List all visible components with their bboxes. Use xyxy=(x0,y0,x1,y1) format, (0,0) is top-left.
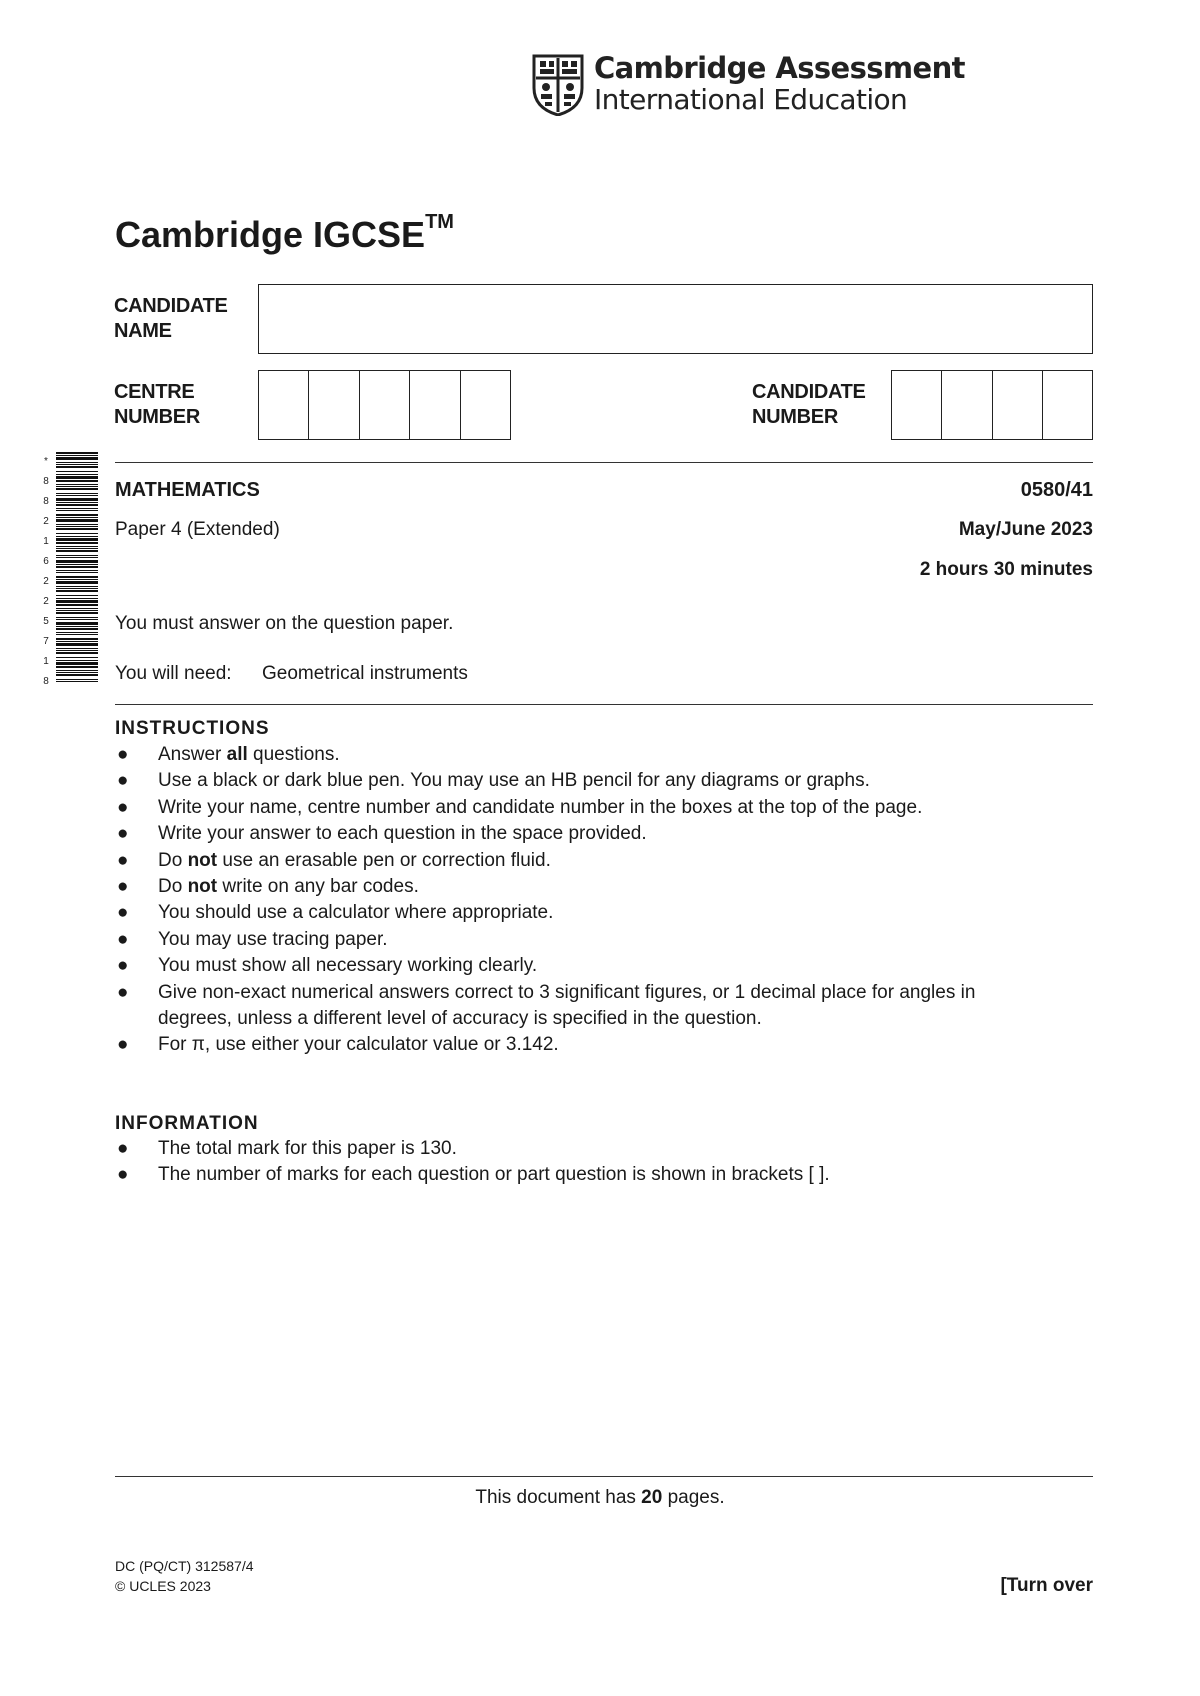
barcode-bar xyxy=(56,514,98,516)
barcode-bar xyxy=(56,612,98,614)
barcode-digit: 8 xyxy=(43,676,49,687)
barcode-bar xyxy=(56,474,98,475)
barcode-bar xyxy=(56,471,98,472)
instruction-text: You must show all necessary working clearly. xyxy=(158,955,538,977)
barcode-bar xyxy=(56,641,98,642)
barcode-bar xyxy=(56,643,98,646)
bullet-icon: ● xyxy=(117,849,129,871)
instruction-item xyxy=(115,874,1035,900)
instruction-text: You may use tracing paper. xyxy=(158,928,388,950)
barcode-bar xyxy=(56,538,98,541)
information-item xyxy=(115,1162,1035,1188)
instruction-item xyxy=(115,768,1035,794)
barcode-bar xyxy=(56,579,98,580)
barcode-bar xyxy=(56,493,98,494)
candidate-number-label-line-1: CANDIDATE xyxy=(752,381,866,403)
instruction-item xyxy=(115,980,1035,1033)
trademark-mark: TM xyxy=(425,211,454,233)
barcode-bar xyxy=(56,650,98,651)
barcode-bar xyxy=(56,634,98,635)
barcode-bar xyxy=(56,581,98,584)
barcode-bar xyxy=(56,533,98,534)
candidate-number-digit-box[interactable] xyxy=(993,371,1043,439)
barcode-bar xyxy=(56,504,98,506)
subject-title: MATHEMATICS xyxy=(115,479,260,501)
barcode-bar xyxy=(56,572,98,573)
barcode-bar xyxy=(56,617,98,618)
barcode-bar xyxy=(56,536,98,537)
information-text: The number of marks for each question or part question is shown in brackets [ ]. xyxy=(158,1164,830,1186)
information-heading: INFORMATION xyxy=(115,1113,259,1134)
instruction-item xyxy=(115,1032,1035,1058)
barcode-bar xyxy=(56,570,98,571)
barcode-bar xyxy=(56,679,98,680)
centre-number-digit-box[interactable] xyxy=(360,371,410,439)
page-title xyxy=(115,206,454,257)
candidate-name-label-line-1: CANDIDATE xyxy=(114,295,228,317)
barcode-bar xyxy=(56,548,98,549)
barcode-bar xyxy=(56,526,98,527)
barcode-digit: 2 xyxy=(43,516,49,527)
barcode-bar xyxy=(56,528,98,530)
barcode-digit: * xyxy=(44,456,48,467)
candidate-number-field xyxy=(891,370,1093,440)
bullet-icon: ● xyxy=(117,796,129,818)
barcode-digit: 1 xyxy=(43,536,49,547)
instruction-item xyxy=(115,927,1035,953)
centre-number-digit-box[interactable] xyxy=(309,371,359,439)
barcode-bar xyxy=(56,557,98,558)
centre-number-digit-box[interactable] xyxy=(259,371,309,439)
barcode-bar xyxy=(56,519,98,522)
barcode-digit: 6 xyxy=(43,556,49,567)
copyright: © UCLES 2023 xyxy=(115,1578,211,1594)
paper-name: Paper 4 (Extended) xyxy=(115,519,280,540)
barcode-bar xyxy=(56,632,98,633)
barcode-digit: 7 xyxy=(43,636,49,647)
page-count-note xyxy=(0,1486,1200,1510)
instruction-text: write on any bar codes. xyxy=(217,876,419,898)
barcode-bar xyxy=(56,464,98,465)
barcode-bar xyxy=(56,670,98,671)
centre-number-label-line-2: NUMBER xyxy=(114,406,200,428)
barcode-digit: 8 xyxy=(43,496,49,507)
instructions-heading: INSTRUCTIONS xyxy=(115,718,270,739)
page-count-value: 20 xyxy=(641,1487,663,1508)
instruction-text: Do xyxy=(158,876,188,898)
barcode-bar xyxy=(56,648,98,649)
instruction-text: Write your name, centre number and candidate number in the boxes at the top of the page. xyxy=(158,796,923,818)
centre-number-label-line-1: CENTRE xyxy=(114,381,195,403)
barcode-bar xyxy=(56,681,98,682)
barcode-bar xyxy=(56,495,98,496)
cambridge-logo xyxy=(532,51,965,118)
barcode-bar xyxy=(56,638,98,640)
barcode-bar xyxy=(56,576,98,578)
need-label: You will need: xyxy=(115,663,232,684)
candidate-name-label xyxy=(114,294,228,344)
barcode-bar xyxy=(56,626,98,627)
bullet-icon: ● xyxy=(117,955,129,977)
barcode-bar xyxy=(56,486,98,487)
bullet-icon: ● xyxy=(117,928,129,950)
instruction-emphasis: all xyxy=(226,744,248,765)
information-text: The total mark for this paper is 130. xyxy=(158,1138,457,1159)
page-count-text: This document has xyxy=(475,1487,642,1508)
instruction-emphasis: not xyxy=(187,849,218,871)
candidate-number-label-line-2: NUMBER xyxy=(752,406,838,428)
exam-duration: 2 hours 30 minutes xyxy=(919,559,1093,580)
candidate-number-digit-box[interactable] xyxy=(942,371,992,439)
instruction-item xyxy=(115,953,1035,979)
candidate-name-field[interactable] xyxy=(258,284,1093,354)
barcode-digit: 5 xyxy=(43,616,49,627)
instruction-emphasis: not xyxy=(187,876,218,898)
bullet-icon: ● xyxy=(117,1164,129,1186)
barcode-bar xyxy=(56,550,98,552)
barcode-bar xyxy=(56,652,98,654)
barcode-bar xyxy=(56,564,98,565)
barcode-bar xyxy=(56,462,98,463)
barcode-bar xyxy=(56,455,98,456)
bullet-icon: ● xyxy=(117,876,129,898)
exam-session: May/June 2023 xyxy=(958,519,1093,540)
barcode-bar xyxy=(56,622,98,625)
candidate-number-label xyxy=(752,380,866,430)
instruction-text: Use a black or dark blue pen. You may use an HB pencil for any diagrams or graphs. xyxy=(158,770,870,792)
barcode-bar xyxy=(56,502,98,503)
instruction-item xyxy=(115,795,1035,821)
barcode-bar xyxy=(56,657,98,658)
barcode-bar xyxy=(56,508,98,509)
barcode-digits xyxy=(40,452,52,687)
barcode-bar xyxy=(56,488,98,490)
bullet-icon: ● xyxy=(117,981,129,1003)
barcode-digit: 8 xyxy=(43,476,49,487)
answer-note: You must answer on the question paper. xyxy=(115,613,454,634)
barcode-bar xyxy=(56,524,98,525)
barcode-bar xyxy=(56,666,98,668)
barcode-bar xyxy=(56,480,98,482)
syllabus-code: 0580/41 xyxy=(1020,479,1093,501)
bullet-icon: ● xyxy=(117,770,129,792)
information-item xyxy=(115,1136,1035,1162)
bullet-icon: ● xyxy=(117,744,129,765)
document-reference: DC (PQ/CT) 312587/4 xyxy=(115,1558,254,1574)
bullet-icon: ● xyxy=(117,823,129,845)
barcode-bar xyxy=(56,674,98,676)
barcode-bar xyxy=(56,600,98,603)
barcode-bar xyxy=(56,628,98,630)
barcode-bar xyxy=(56,542,98,544)
barcode-bar xyxy=(56,586,98,587)
instruction-text: You should use a calculator where appropriate. xyxy=(158,902,554,924)
barcode-digit: 2 xyxy=(43,576,49,587)
instruction-item xyxy=(115,848,1035,874)
centre-number-field xyxy=(258,370,511,440)
barcode-bar xyxy=(56,662,98,665)
candidate-number-digit-box[interactable] xyxy=(1043,371,1092,439)
divider xyxy=(115,462,1093,463)
barcode-bar xyxy=(56,672,98,673)
page-count-suffix: pages. xyxy=(662,1487,725,1508)
barcode-bar xyxy=(56,608,98,609)
barcode-bar xyxy=(56,619,98,620)
barcode-bar xyxy=(56,566,98,568)
logo-line-2: International Education xyxy=(594,83,908,116)
turn-over: [Turn over xyxy=(1000,1575,1093,1596)
barcode-bar xyxy=(56,598,98,599)
barcode-bar xyxy=(56,517,98,518)
title-text: Cambridge IGCSE xyxy=(115,214,426,255)
bullet-icon: ● xyxy=(117,902,129,924)
barcode-bar xyxy=(56,590,98,592)
instruction-text: For π, use either your calculator value or 3.142. xyxy=(158,1034,559,1056)
instruction-item xyxy=(115,742,1035,768)
barcode-digit: 1 xyxy=(43,656,49,667)
barcode-bar xyxy=(56,457,98,460)
candidate-number-digit-box[interactable] xyxy=(892,371,942,439)
barcode-bar xyxy=(56,610,98,611)
instruction-text: Give non-exact numerical answers correct to 3 significant figures, or 1 decimal place for angles in degrees, unless a different level of accuracy is specified in the question. xyxy=(158,981,976,1030)
cambridge-crest-icon xyxy=(532,54,584,116)
divider xyxy=(115,1476,1093,1477)
candidate-name-label-line-2: NAME xyxy=(114,320,172,342)
barcode-bar xyxy=(56,595,98,596)
barcode-bar xyxy=(56,660,98,661)
barcode-bar xyxy=(56,452,98,454)
barcode-bar xyxy=(56,476,98,479)
centre-number-digit-box[interactable] xyxy=(461,371,510,439)
barcode-digit: 2 xyxy=(43,596,49,607)
barcode-bars xyxy=(56,452,98,684)
centre-number-digit-box[interactable] xyxy=(410,371,460,439)
instruction-text: Do xyxy=(158,849,188,871)
bullet-icon: ● xyxy=(117,1138,129,1159)
divider xyxy=(115,704,1093,705)
barcode xyxy=(40,452,98,687)
barcode-bar xyxy=(56,546,98,547)
barcode-bar xyxy=(56,560,98,563)
barcode-bar xyxy=(56,466,98,468)
instruction-text: Write your answer to each question in the space provided. xyxy=(158,823,647,845)
instructions-list xyxy=(115,742,1035,1059)
instruction-item xyxy=(115,821,1035,847)
barcode-bar xyxy=(56,484,98,485)
barcode-bar xyxy=(56,510,98,511)
instruction-text: Answer xyxy=(158,744,227,765)
instruction-text: use an erasable pen or correction fluid. xyxy=(217,849,551,871)
bullet-icon: ● xyxy=(117,1034,129,1056)
need-value: Geometrical instruments xyxy=(262,663,468,684)
logo-line-1: Cambridge Assessment xyxy=(594,51,965,85)
information-list xyxy=(115,1136,1035,1189)
barcode-bar xyxy=(56,588,98,589)
centre-number-label xyxy=(114,380,200,430)
barcode-bar xyxy=(56,604,98,606)
barcode-bar xyxy=(56,555,98,556)
instruction-text: questions. xyxy=(247,744,340,765)
instruction-item xyxy=(115,900,1035,926)
barcode-bar xyxy=(56,498,98,501)
